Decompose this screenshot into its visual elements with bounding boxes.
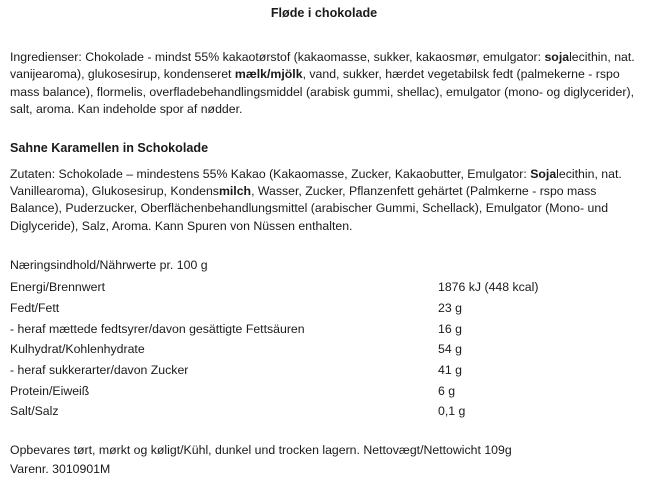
nutrient-value: 54 g <box>438 342 462 357</box>
table-row <box>10 340 638 361</box>
table-row <box>10 278 638 299</box>
nutrient-label: Kulhydrat/Kohlenhydrate <box>10 342 145 357</box>
ingredients-danish: Ingredienser: Chokolade - mindst 55% kakaotørstof (kakaomasse, sukker, kakaosmør, emulgator: sojalecithin, nat. vanijearoma), glukosesirup, kondenseret mælk/mjölk, vand, sukker, hærdet vegetabilsk fedt (palmekerne - rspo mass balance), flormelis, overfladebehandlingsmiddel (arabisk gummi, shellac), emulgator (mono- og diglycerider), salt, aroma. Kan indeholde spor af nødder. <box>10 49 635 117</box>
nutrient-label: Salt/Salz <box>10 404 59 419</box>
table-row <box>10 381 638 402</box>
footer-section <box>10 442 638 478</box>
nutrition-heading: Næringsindhold/Nährwerte pr. 100 g <box>10 258 208 273</box>
ingredients-german: Zutaten: Schokolade – mindestens 55% Kakao (Kakaomasse, Zucker, Kakaobutter, Emulgator: Sojalecithin, nat. Vanillearoma), Glukosesirup, Kondensmilch, Wasser, Zucker, Pflanzenfett gehärtet (Palmkerne - rspo mass Balance), Puderzucker, Oberflächenbehandlungsmittel (arabischer Gummi, Schellack), Emulgator (Mono- und Diglyceride), Salz, Aroma. Kann Spuren von Nüssen enthalten. <box>10 166 622 233</box>
nutrient-value: 16 g <box>438 321 462 336</box>
nutrient-value: 23 g <box>438 301 462 316</box>
table-row <box>10 402 638 423</box>
nutrient-label: - heraf sukkerarter/davon Zucker <box>10 362 189 377</box>
table-row <box>10 298 638 319</box>
allergen-emphasis: milch <box>218 184 252 199</box>
allergen-emphasis: Soja <box>530 166 557 181</box>
label-page <box>0 5 648 486</box>
product-name-german: Sahne Karamellen in Schokolade <box>10 140 209 155</box>
storage-text: Opbevares tørt, mørkt og køligt/Kühl, dunkel und trocken lagern. Nettovægt/Nettowicht 109g <box>10 443 512 458</box>
allergen-emphasis: soja <box>544 49 570 64</box>
nutrient-value: 6 g <box>438 383 456 398</box>
item-number: Varenr. 3010901M <box>10 461 111 476</box>
nutrient-value: 0,1 g <box>438 404 466 419</box>
nutrition-section <box>10 257 638 422</box>
allergen-emphasis: mælk/mjölk <box>234 67 303 82</box>
nutrient-label: Energi/Brennwert <box>10 280 106 295</box>
nutrient-value: 1876 kJ (448 kcal) <box>438 280 539 295</box>
nutrient-label: Protein/Eiweiß <box>10 383 90 398</box>
nutrition-table <box>10 278 638 422</box>
table-row <box>10 319 638 340</box>
page-title: Fløde i chokolade <box>270 6 378 20</box>
table-row <box>10 360 638 381</box>
nutrient-label: - heraf mættede fedtsyrer/davon gesättigte Fettsäuren <box>10 321 305 336</box>
nutrient-value: 41 g <box>438 362 462 377</box>
nutrition-table-body <box>10 278 638 422</box>
nutrient-label: Fedt/Fett <box>10 301 60 316</box>
